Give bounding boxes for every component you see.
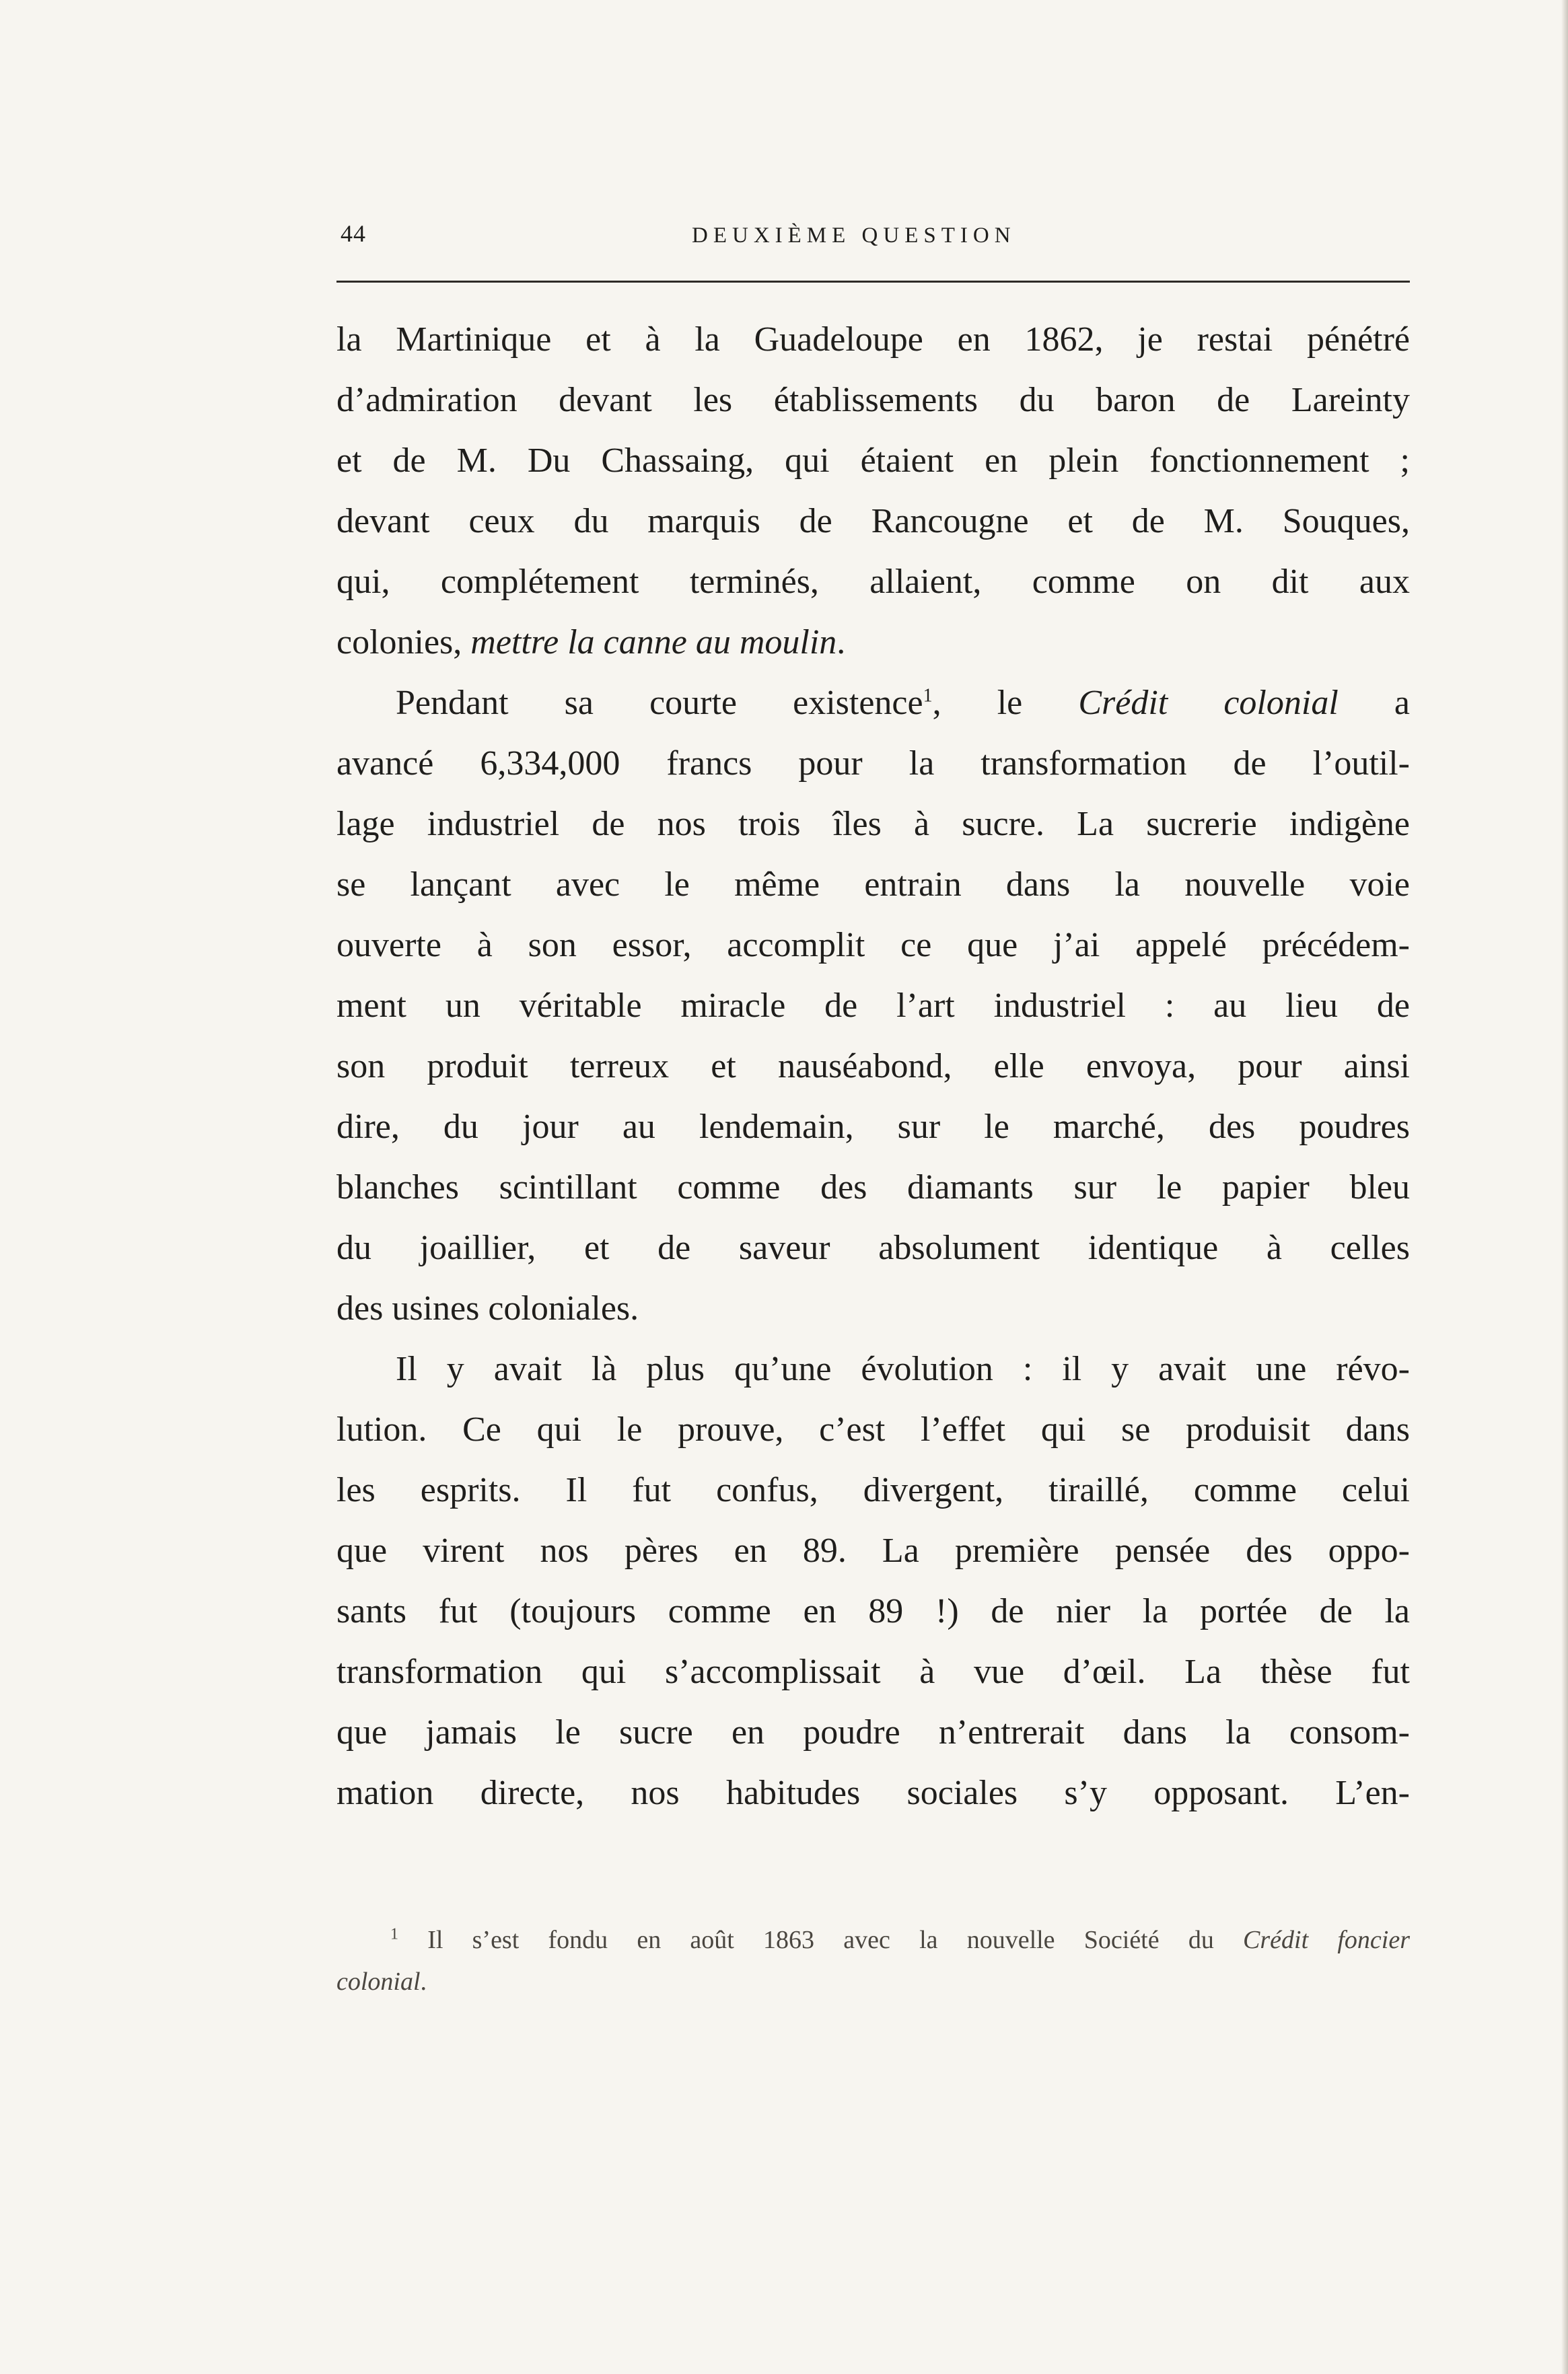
page-header (336, 219, 1410, 260)
text-line: qui, complétement terminés, allaient, comme on dit aux (336, 563, 1410, 601)
text-line: les esprits. Il fut confus, divergent, tiraillé, comme celui (336, 1471, 1410, 1509)
text-line (336, 612, 1410, 673)
text-line: ment un véritable miracle de l’art industriel : au lieu de (336, 986, 1410, 1025)
text-line: Il y avait là plus qu’une évolution : il y avait une révo- (396, 1350, 1410, 1388)
body-text (336, 310, 1410, 1824)
italic-phrase: Crédit colonial (1078, 684, 1339, 722)
paragraph-2 (336, 673, 1410, 1339)
italic-phrase: Crédit foncier (1243, 1926, 1410, 1954)
header-rule (336, 281, 1410, 283)
text-line: du joaillier, et de saveur absolument identique à celles (336, 1229, 1410, 1267)
text-line: transformation qui s’accomplissait à vue d’œil. La thèse fut (336, 1653, 1410, 1691)
text-span: . (836, 623, 846, 661)
footnote-line (336, 1919, 1410, 1961)
footnote (336, 1919, 1410, 2003)
text-line: d’admiration devant les établissements du baron de Lareinty (336, 381, 1410, 419)
text-line: sants fut (toujours comme en 89 !) de nier la portée de la (336, 1592, 1410, 1630)
text-span: Pendant sa courte existence (396, 684, 923, 722)
text-line: des usines coloniales. (336, 1289, 639, 1328)
text-line: mation directe, nos habitudes sociales s’y opposant. L’en- (336, 1774, 1410, 1812)
text-line: et de M. Du Chassaing, qui étaient en plein fonctionnement ; (336, 441, 1410, 480)
text-line: se lançant avec le même entrain dans la nouvelle voie (336, 865, 1410, 904)
text-span: , le (932, 684, 1079, 722)
text-line: blanches scintillant comme des diamants sur le papier bleu (336, 1168, 1410, 1207)
text-span: . (420, 1968, 427, 1996)
text-line (336, 673, 1410, 733)
page-number: 44 (341, 220, 366, 247)
italic-phrase: mettre la canne au moulin (470, 623, 837, 661)
footnote-line (336, 1961, 1410, 2003)
page-edge-shadow (1561, 0, 1568, 2374)
paragraph-1 (336, 310, 1410, 673)
text-line: son produit terreux et nauséabond, elle envoya, pour ainsi (336, 1047, 1410, 1085)
text-line: que virent nos pères en 89. La première pensée des oppo- (336, 1532, 1410, 1570)
text-line: que jamais le sucre en poudre n’entrerait dans la consom- (336, 1713, 1410, 1752)
text-span: a (1338, 684, 1410, 722)
paragraph-3 (336, 1339, 1410, 1824)
text-line: lage industriel de nos trois îles à sucre. La sucrerie indigène (336, 805, 1410, 843)
text-line: ouverte à son essor, accomplit ce que j’ai appelé précédem- (336, 926, 1410, 964)
text-span: colonies, (336, 623, 471, 661)
running-head: DEUXIÈME QUESTION (692, 223, 1016, 248)
footnote-reference: 1 (923, 685, 933, 707)
text-span: Il s’est fondu en août 1863 avec la nouvelle Société du (398, 1926, 1244, 1954)
text-line: devant ceux du marquis de Rancougne et de M. Souques, (336, 502, 1410, 540)
text-line: dire, du jour au lendemain, sur le marché, des poudres (336, 1108, 1410, 1146)
text-line: avancé 6,334,000 francs pour la transformation de l’outil- (336, 744, 1410, 783)
footnote-mark: 1 (390, 1925, 398, 1943)
italic-phrase: colonial (336, 1968, 421, 1996)
text-line: lution. Ce qui le prouve, c’est l’effet qui se produisit dans (336, 1410, 1410, 1449)
text-line: la Martinique et à la Guadeloupe en 1862, je restai pénétré (336, 320, 1410, 359)
